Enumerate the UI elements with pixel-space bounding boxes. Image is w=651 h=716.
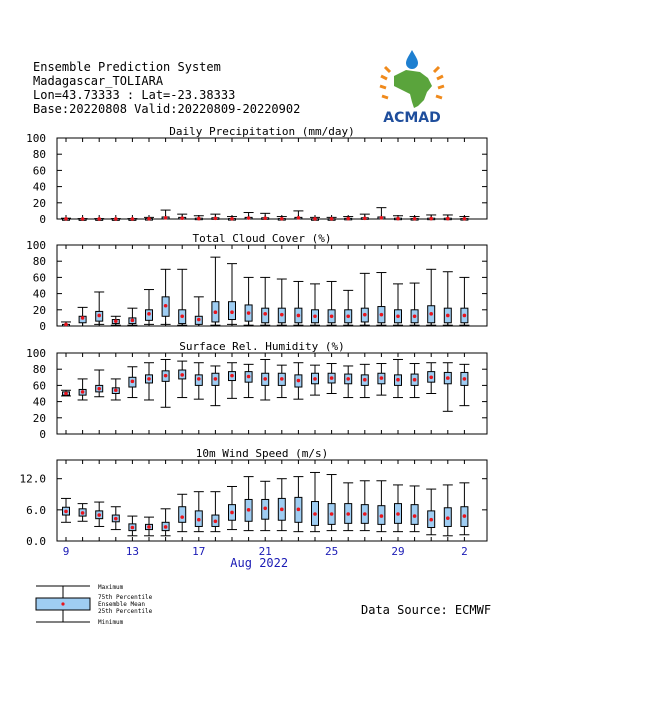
panel-frame — [57, 353, 487, 434]
mean-dot — [64, 510, 68, 514]
mean-dot — [429, 518, 433, 522]
mean-dot — [363, 512, 367, 516]
mean-dot — [164, 525, 168, 529]
mean-dot — [131, 380, 135, 384]
y-tick-label: 40 — [32, 287, 46, 301]
mean-dot — [346, 377, 350, 381]
x-tick-label: 29 — [391, 545, 405, 558]
mean-dot — [64, 217, 68, 221]
mean-dot — [363, 313, 367, 317]
mean-dot — [263, 377, 267, 381]
mean-dot — [180, 216, 184, 220]
mean-dot — [64, 323, 68, 327]
mean-dot — [81, 217, 85, 221]
x-tick-label: 13 — [125, 545, 140, 558]
mean-dot — [313, 217, 317, 221]
mean-dot — [396, 314, 400, 318]
x-tick-label: 21 — [258, 545, 272, 558]
mean-dot — [380, 376, 384, 380]
y-tick-label: 100 — [26, 132, 46, 145]
mean-dot — [114, 388, 118, 392]
mean-dot — [81, 511, 85, 515]
y-tick-label: 6.0 — [26, 503, 46, 517]
mean-dot — [280, 508, 284, 512]
x-tick-label: 2 — [461, 545, 468, 558]
mean-dot — [97, 217, 101, 221]
mean-dot — [413, 378, 417, 382]
header-line-2: Madagascar_TOLIARA — [33, 74, 164, 88]
y-tick-label: 12.0 — [19, 472, 46, 486]
mean-dot — [81, 390, 85, 394]
mean-dot — [463, 314, 467, 318]
legend-label-25th: 25th Percentile — [98, 608, 153, 615]
legend-label-minimum: Minimum — [98, 619, 124, 626]
mean-dot — [429, 217, 433, 221]
mean-dot — [131, 217, 135, 221]
mean-dot — [330, 376, 334, 380]
mean-dot — [97, 387, 101, 391]
mean-dot — [346, 217, 350, 221]
mean-dot — [214, 217, 218, 221]
mean-dot — [147, 377, 151, 381]
mean-dot — [297, 314, 301, 318]
mean-dot — [263, 216, 267, 220]
mean-dot — [446, 516, 450, 520]
mean-dot — [330, 314, 334, 318]
header-line-3: Lon=43.73333 : Lat=-23.38333 — [33, 88, 236, 102]
mean-dot — [313, 377, 317, 381]
mean-dot — [97, 314, 101, 318]
mean-dot — [147, 217, 151, 221]
y-tick-label: 40 — [32, 180, 46, 194]
y-tick-label: 60 — [32, 379, 46, 393]
mean-dot — [197, 377, 201, 381]
data-source: Data Source: ECMWF — [361, 603, 492, 617]
mean-dot — [313, 314, 317, 318]
mean-dot — [413, 217, 417, 221]
mean-dot — [396, 217, 400, 221]
y-tick-label: 20 — [32, 411, 46, 425]
mean-dot — [230, 511, 234, 515]
mean-dot — [463, 217, 467, 221]
logo-text: ACMAD — [383, 110, 441, 126]
mean-dot — [363, 217, 367, 221]
y-tick-label: 80 — [32, 255, 46, 269]
y-tick-label: 0 — [39, 428, 46, 441]
mean-dot — [197, 518, 201, 522]
mean-dot — [297, 508, 301, 512]
mean-dot — [429, 376, 433, 380]
y-tick-label: 100 — [26, 347, 46, 360]
mean-dot — [97, 513, 101, 517]
mean-dot — [230, 374, 234, 378]
mean-dot — [446, 217, 450, 221]
mean-dot — [131, 526, 135, 530]
legend-label-mean: Ensemble Mean — [98, 601, 145, 608]
x-axis-month-label: Aug 2022 — [230, 556, 289, 570]
iqr-box — [179, 507, 186, 523]
panel-title: Total Cloud Cover (%) — [192, 232, 332, 245]
panel-title: 10m Wind Speed (m/s) — [195, 447, 329, 460]
mean-dot — [363, 378, 367, 382]
y-tick-label: 80 — [32, 363, 46, 377]
legend-label-75th: 75th Percentile — [98, 594, 153, 601]
mean-dot — [429, 312, 433, 316]
mean-dot — [64, 392, 68, 396]
mean-dot — [297, 379, 301, 383]
mean-dot — [114, 517, 118, 521]
panel-frame — [57, 245, 487, 326]
mean-dot — [330, 512, 334, 516]
panel-title: Daily Precipitation (mm/day) — [169, 125, 355, 138]
y-tick-label: 0.0 — [26, 535, 46, 548]
mean-dot — [247, 216, 251, 220]
mean-dot — [180, 314, 184, 318]
x-tick-label: 17 — [192, 545, 206, 558]
mean-dot — [164, 374, 168, 378]
mean-dot — [413, 314, 417, 318]
mean-dot — [247, 311, 251, 315]
mean-dot — [413, 514, 417, 518]
mean-dot — [114, 217, 118, 221]
mean-dot — [164, 216, 168, 220]
mean-dot — [214, 377, 218, 381]
mean-dot — [396, 512, 400, 516]
mean-dot — [114, 319, 118, 323]
y-tick-label: 80 — [32, 148, 46, 162]
mean-dot — [380, 514, 384, 518]
mean-dot — [380, 313, 384, 317]
panel-frame — [57, 460, 487, 541]
panel-frame — [57, 138, 487, 219]
panel-title: Surface Rel. Humidity (%) — [179, 340, 345, 353]
mean-dot — [180, 373, 184, 377]
mean-dot — [396, 378, 400, 382]
mean-dot — [346, 314, 350, 318]
x-tick-label: 9 — [62, 545, 70, 558]
mean-dot — [280, 313, 284, 317]
y-tick-label: 20 — [32, 196, 46, 210]
y-tick-label: 40 — [32, 395, 46, 409]
header-line-4: Base:20220808 Valid:20220809-20220902 — [33, 102, 301, 116]
mean-dot — [147, 525, 151, 529]
legend — [34, 582, 204, 626]
mean-dot — [446, 314, 450, 318]
mean-dot — [263, 312, 267, 316]
mean-dot — [214, 519, 218, 523]
mean-dot — [463, 514, 467, 518]
mean-dot — [346, 512, 350, 516]
mean-dot — [230, 310, 234, 314]
mean-dot — [180, 515, 184, 519]
mean-dot — [330, 217, 334, 221]
y-tick-label: 60 — [32, 271, 46, 285]
legend-label-maximum: Maximum — [98, 584, 124, 591]
mean-dot — [280, 377, 284, 381]
mean-dot — [446, 376, 450, 380]
mean-dot — [197, 217, 201, 221]
mean-dot — [147, 312, 151, 316]
mean-dot — [280, 217, 284, 221]
mean-dot — [313, 512, 317, 516]
mean-dot — [263, 506, 267, 510]
mean-dot — [214, 310, 218, 314]
y-tick-label: 20 — [32, 303, 46, 317]
y-tick-label: 100 — [26, 239, 46, 252]
mean-dot — [164, 304, 168, 308]
mean-dot — [197, 318, 201, 322]
y-tick-label: 0 — [39, 320, 46, 333]
mean-dot — [230, 217, 234, 221]
y-tick-label: 60 — [32, 164, 46, 178]
header-line-1: Ensemble Prediction System — [33, 60, 221, 74]
legend-mean-dot — [61, 602, 64, 605]
y-tick-label: 0 — [39, 213, 46, 226]
mean-dot — [247, 375, 251, 379]
x-tick-label: 25 — [324, 545, 339, 558]
mean-dot — [463, 377, 467, 381]
mean-dot — [247, 508, 251, 512]
mean-dot — [297, 216, 301, 220]
mean-dot — [380, 216, 384, 220]
mean-dot — [81, 316, 85, 320]
mean-dot — [131, 319, 135, 323]
